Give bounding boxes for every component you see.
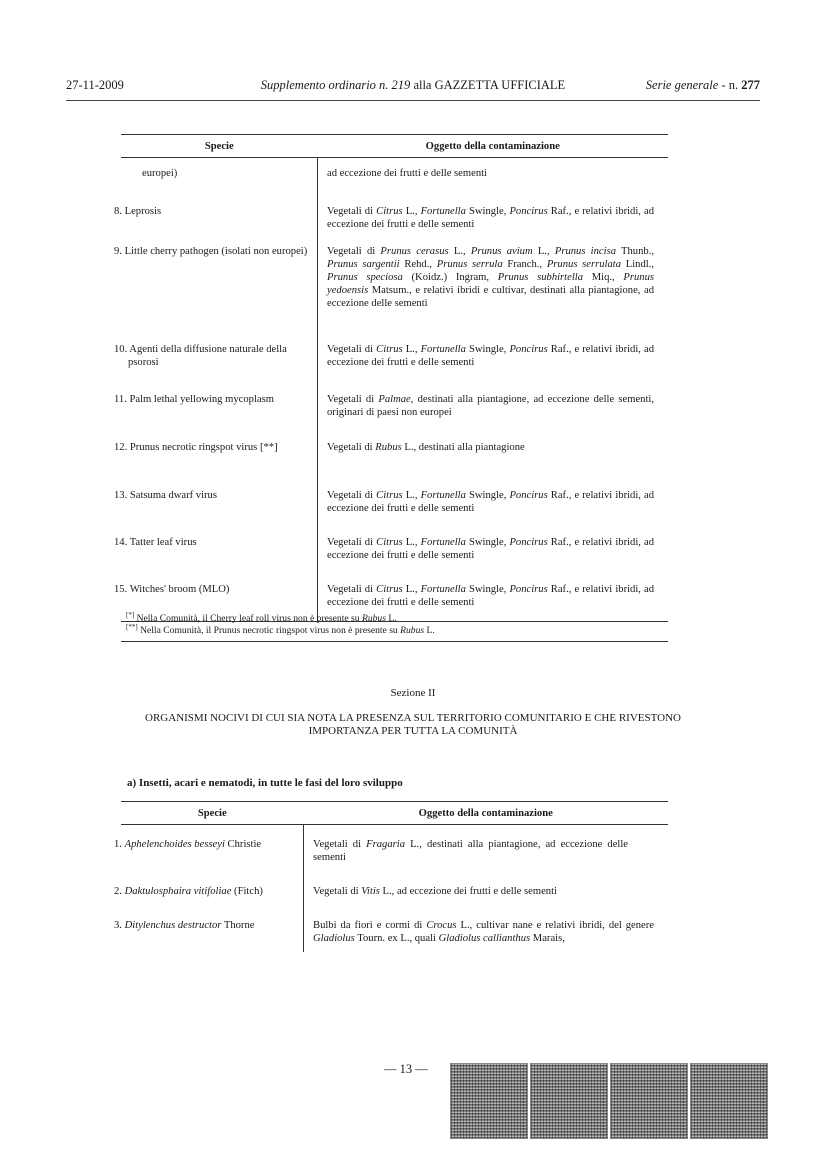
object-cell: Vegetali di Vitis L., ad eccezione dei frutti e delle sementi xyxy=(313,886,557,897)
contamination-table-1 xyxy=(114,134,668,622)
object-cell: Vegetali di Citrus L., Fortunella Swingle, Poncirus Raf., e relativi ibridi, ad eccezione dei frutti e delle sementi xyxy=(327,490,655,514)
page-header xyxy=(66,78,760,96)
table-row xyxy=(121,489,668,536)
species-cell: 11. Palm lethal yellowing mycoplasm xyxy=(121,393,318,441)
header-rule xyxy=(66,100,760,101)
object-cell: Vegetali di Citrus L., Fortunella Swingle, Poncirus Raf., e relativi ibridi, ad eccezione dei frutti e delle sementi xyxy=(327,206,655,230)
barcode-stamp xyxy=(450,1063,528,1139)
object-cell: ad eccezione dei frutti e delle sementi xyxy=(327,168,488,179)
footnote: [**] Nella Comunità, il Prunus necrotic ringspot virus non è presente su Rubus L. xyxy=(126,623,435,636)
header-date: 27-11-2009 xyxy=(66,78,124,92)
column-header-species: Specie xyxy=(121,135,318,158)
object-cell: Vegetali di Citrus L., Fortunella Swingle, Poncirus Raf., e relativi ibridi, ad eccezione dei frutti e delle sementi xyxy=(327,537,655,561)
species-cell: 13. Satsuma dwarf virus xyxy=(121,489,318,536)
column-header-species: Specie xyxy=(121,802,304,825)
species-cell: 14. Tatter leaf virus xyxy=(121,536,318,583)
table-bottom-rule xyxy=(121,641,668,642)
barcode-stamp xyxy=(530,1063,608,1139)
section-title: Sezione II xyxy=(390,687,436,699)
table-row xyxy=(121,393,668,441)
table-row xyxy=(121,343,668,393)
species-cell: 3. Ditylenchus destructor Thorne xyxy=(121,919,304,952)
table-row xyxy=(121,825,668,886)
table-row xyxy=(121,158,668,206)
table-row xyxy=(121,205,668,245)
table-row xyxy=(121,536,668,583)
table-row xyxy=(121,441,668,489)
barcode-stamp xyxy=(610,1063,688,1139)
species-cell: 9. Little cherry pathogen (isolati non europei) xyxy=(121,245,318,343)
table-footnotes xyxy=(121,613,668,637)
species-cell: 2. Daktulosphaira vitifoliae (Fitch) xyxy=(121,885,304,919)
species-cell: 10. Agenti della diffusione naturale della psorosi xyxy=(121,343,318,393)
header-series: Serie generale - n. 277 xyxy=(645,78,760,92)
table-row xyxy=(121,245,668,343)
section-subheading: a) Insetti, acari e nematodi, in tutte le fasi del loro sviluppo xyxy=(127,777,403,789)
barcode-stamp xyxy=(690,1063,768,1139)
header-publication: Supplemento ordinario n. 219 alla GAZZETTA UFFICIALE xyxy=(260,78,566,92)
object-cell: Vegetali di Citrus L., Fortunella Swingle, Poncirus Raf., e relativi ibridi, ad eccezione dei frutti e delle sementi xyxy=(318,583,669,622)
column-header-object: Oggetto della contaminazione xyxy=(318,135,669,158)
species-cell: 12. Prunus necrotic ringspot virus [**] xyxy=(121,441,318,489)
object-cell: Vegetali di Palmae, destinati alla piantagione, ad eccezione delle sementi, originari di paesi non europei xyxy=(327,394,654,418)
object-cell: Vegetali di Rubus L., destinati alla piantagione xyxy=(327,442,525,453)
species-cell: 1. Aphelenchoides besseyi Christie xyxy=(121,825,304,886)
object-cell: Vegetali di Prunus cerasus L., Prunus avium L., Prunus incisa Thunb., Prunus sargentii Rehd., Prunus serrula Franch., Prunus serrulata Lindl., Prunus speciosa (Koidz.) Ingram, Prunus subhirtella Miq., Prunus yedoensis Matsum., e relativi ibridi e cultivar, destinati alla piantagione, ad eccezione delle sementi xyxy=(327,246,654,309)
species-cell: 8. Leprosis xyxy=(121,205,318,245)
object-cell: Vegetali di Citrus L., Fortunella Swingle, Poncirus Raf., e relativi ibridi, ad eccezione dei frutti e delle sementi xyxy=(327,344,655,368)
section-heading: ORGANISMI NOCIVI DI CUI SIA NOTA LA PRESENZA SUL TERRITORIO COMUNITARIO E CHE RIVESTONO IMPORTANZA PER TUTTA LA COMUNITÀ xyxy=(145,712,681,737)
species-cell: europei) xyxy=(121,158,318,206)
object-cell: Vegetali di Fragaria L., destinati alla piantagione, ad eccezione delle sementi xyxy=(313,839,628,863)
table-row xyxy=(121,919,668,952)
page-number: — 13 — xyxy=(384,1062,428,1076)
species-cell: 15. Witches' broom (MLO) xyxy=(121,583,318,622)
contamination-table-2 xyxy=(114,801,668,952)
footnote: [*] Nella Comunità, il Cherry leaf roll virus non è presente su Rubus L. xyxy=(126,611,397,624)
table-row xyxy=(121,885,668,919)
column-header-object: Oggetto della contaminazione xyxy=(304,802,669,825)
object-cell: Bulbi da fiori e cormi di Crocus L., cultivar nane e relativi ibridi, del genere Gladiolus Tourn. ex L., quali Gladiolus callianthus Marais, xyxy=(313,920,654,944)
